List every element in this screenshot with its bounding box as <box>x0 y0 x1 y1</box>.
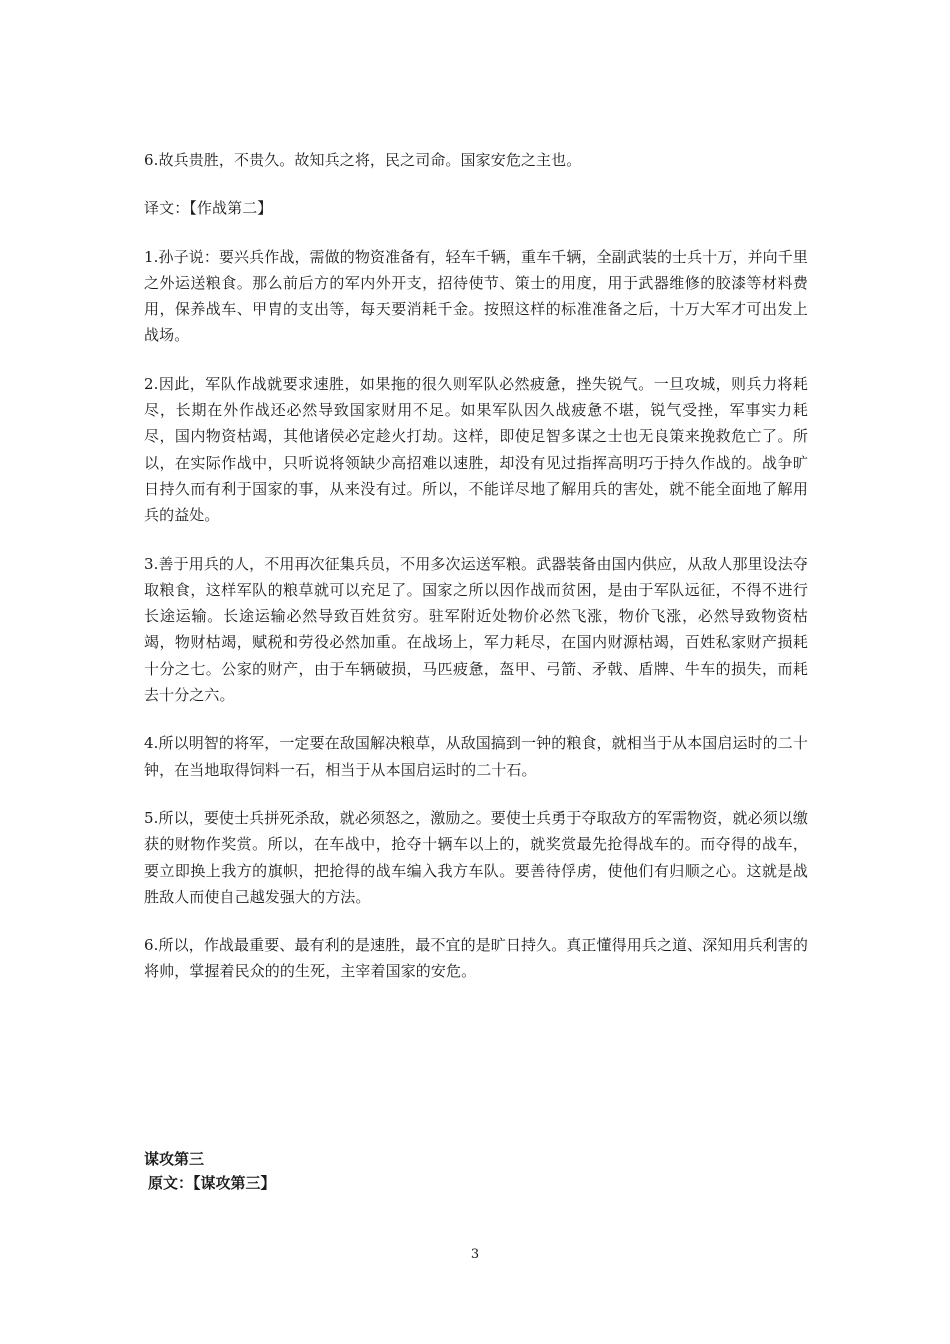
body-text <box>144 147 808 1007</box>
paragraph-4: 4.所以明智的将军，一定要在敌国解决粮草，从敌国搞到一钟的粮食，就相当于从本国启运时的二十钟，在当地取得饲料一石，相当于从本国启运时的二十石。 <box>144 734 808 779</box>
section-subtitle: 原文：【谋攻第三】 <box>148 1174 276 1192</box>
paragraph-2: 2.因此，军队作战就要求速胜，如果拖的很久则军队必然疲惫，挫失锐气。一旦攻城，则兵力将耗尽，长期在外作战还必然导致国家财用不足。如果军队因久战疲惫不堪，锐气受挫，军事实力耗尽，国内物资枯竭，其他诸侯必定趁火打劫。这样，即使足智多谋之士也无良策来挽救危亡了。所以，在实际作战中，只听说将领缺少高招难以速胜，却没有见过指挥高明巧于持久作战的。战争旷日持久而有利于国家的事，从来没有过。所以，不能详尽地了解用兵的害处，就不能全面地了解用兵的益处。 <box>144 374 808 525</box>
section-title: 谋攻第三 <box>144 1150 205 1168</box>
paragraph-1: 1.孙子说：要兴兵作战，需做的物资准备有，轻车千辆，重车千辆，全副武装的士兵十万，并向千里之外运送粮食。那么前后方的军内外开支，招待使节、策士的用度，用于武器维修的胶漆等材料费用，保养战车、甲胄的支出等，每天要消耗千金。按照这样的标准准备之后，十万大军才可出发上战场。 <box>144 247 808 345</box>
section-heading <box>144 1147 808 1195</box>
paragraph-5: 5.所以，要使士兵拼死杀敌，就必须怒之，激励之。要使士兵勇于夺取敌方的军需物资，就必须以缴获的财物作奖赏。所以，在车战中，抢夺十辆车以上的，就奖赏最先抢得战车的。而夺得的战车，要立即换上我方的旗帜，把抢得的战车编入我方车队。要善待俘虏，使他们有归顺之心。这就是战胜敌人而使自己越发强大的方法。 <box>144 808 808 906</box>
paragraph-6: 6.所以，作战最重要、最有利的是速胜，最不宜的是旷日持久。真正懂得用兵之道、深知用兵利害的将帅，掌握着民众的的生死，主宰着国家的安危。 <box>144 936 808 981</box>
translation-heading: 译文：【作战第二】 <box>144 199 273 218</box>
page-number: 3 <box>470 1247 480 1262</box>
paragraph-3: 3.善于用兵的人，不用再次征集兵员，不用多次运送军粮。武器装备由国内供应，从敌人那里设法夺取粮食，这样军队的粮草就可以充足了。国家之所以因作战而贫困，是由于军队远征，不得不进行长途运输。长途运输必然导致百姓贫穷。驻军附近处物价必然飞涨，物价飞涨，必然导致物资枯竭，物财枯竭，赋税和劳役必然加重。在战场上，军力耗尽，在国内财源枯竭，百姓私家财产损耗十分之七。公家的财产，由于车辆破损，马匹疲惫，盔甲、弓箭、矛戟、盾牌、牛车的损失，而耗去十分之六。 <box>144 554 808 705</box>
paragraph-conclusion-original: 6.故兵贵胜，不贵久。故知兵之将，民之司命。国家安危之主也。 <box>144 151 582 169</box>
